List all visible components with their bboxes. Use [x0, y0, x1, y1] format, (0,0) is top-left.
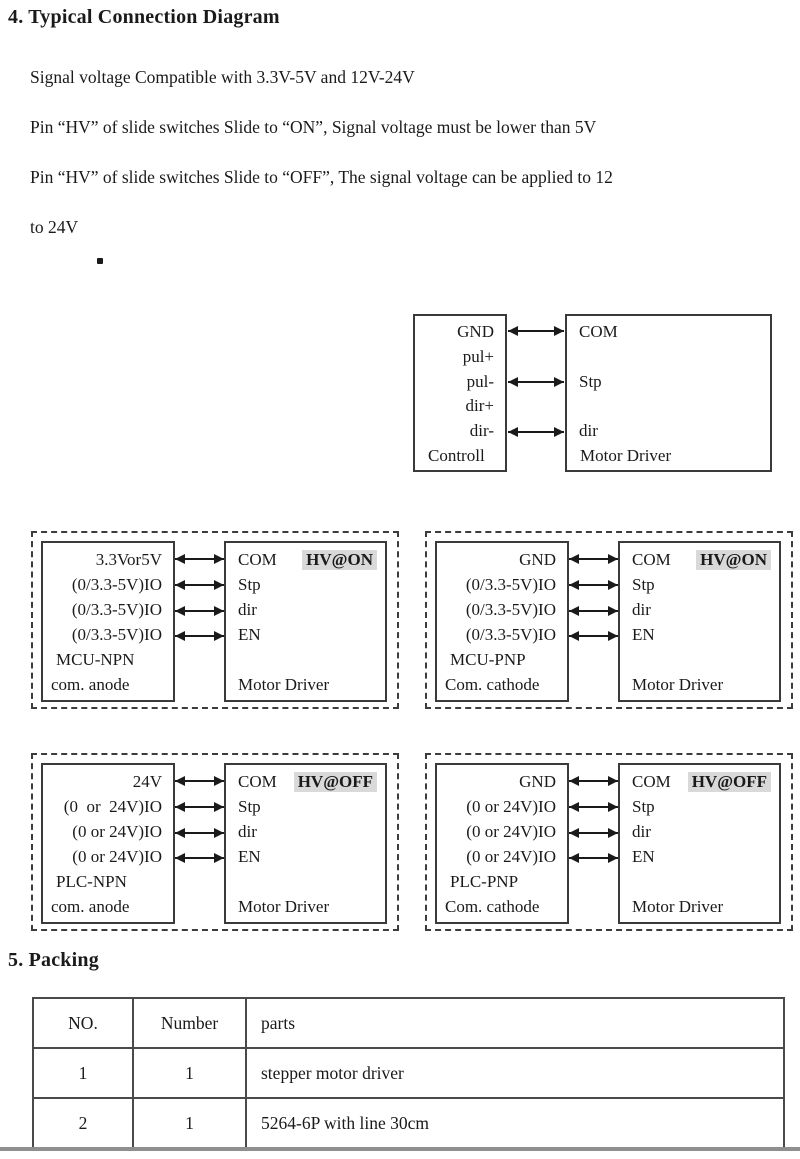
signal-source-box: [435, 541, 569, 702]
pin-label: COM: [579, 322, 618, 342]
bidirectional-arrow: [175, 780, 224, 782]
diagram-plc-pnp: [425, 753, 793, 931]
bidirectional-arrow: [569, 635, 618, 637]
bidirectional-arrow: [175, 610, 224, 612]
motor-driver-box: [618, 541, 781, 702]
motor-driver-box: [565, 314, 772, 472]
table-header-row: [33, 998, 784, 1048]
pin-label: GND: [519, 549, 556, 569]
section-4-heading: 4. Typical Connection Diagram: [8, 6, 280, 28]
pin-label: dir: [632, 821, 651, 841]
cell-parts: 5264-6P with line 30cm: [246, 1098, 784, 1148]
table-row: [33, 1098, 784, 1148]
controller-box-label: Controll: [428, 445, 485, 465]
source-common-label: com. anode: [51, 675, 130, 695]
pin-label: (0/3.3-5V)IO: [465, 599, 556, 619]
pin-label: dir-: [469, 421, 494, 441]
column-header-parts: parts: [246, 998, 784, 1048]
stray-period-dot: [97, 258, 103, 264]
hv-mode-badge: HV@ON: [696, 550, 771, 570]
pin-label: (0 or 24V)IO: [72, 821, 162, 841]
signal-source-box: [41, 763, 175, 924]
pin-label: pul-: [466, 371, 494, 391]
pin-label: (0/3.3-5V)IO: [71, 625, 162, 645]
pin-label: (0 or 24V)IO: [466, 847, 556, 867]
section-5-heading: 5. Packing: [8, 949, 99, 971]
pin-label: COM: [632, 771, 671, 791]
pin-row-com: [226, 547, 385, 572]
pin-label: Stp: [632, 574, 655, 594]
hv-mode-badge: HV@ON: [302, 550, 377, 570]
bidirectional-arrow: [175, 558, 224, 560]
bidirectional-arrow: [569, 780, 618, 782]
page-bottom-edge: [0, 1147, 800, 1151]
table-row: [33, 1048, 784, 1098]
pin-label: GND: [457, 322, 494, 342]
hv-mode-badge: HV@OFF: [294, 772, 377, 792]
bidirectional-arrow: [569, 857, 618, 859]
cell-no: 2: [33, 1098, 133, 1148]
pin-label: dir: [579, 421, 598, 441]
source-name-label: MCU-NPN: [56, 650, 135, 670]
diagram-mcu-npn: [31, 531, 399, 709]
bidirectional-arrow: [508, 431, 564, 433]
pin-label: EN: [632, 625, 655, 645]
empty-row: [226, 870, 385, 895]
bidirectional-arrow: [508, 381, 564, 383]
cell-number: 1: [133, 1048, 246, 1098]
source-common-label: Com. cathode: [445, 675, 540, 695]
intro-line-hv-on: Pin “HV” of slide switches Slide to “ON”, Signal voltage must be lower than 5V: [30, 117, 597, 137]
source-common-label: Com. cathode: [445, 897, 540, 917]
pin-label: dir: [632, 599, 651, 619]
pin-label: GND: [519, 771, 556, 791]
source-name-label: PLC-PNP: [450, 872, 519, 892]
cell-number: 1: [133, 1098, 246, 1148]
empty-row: [620, 648, 779, 673]
bidirectional-arrow: [569, 832, 618, 834]
cell-parts: stepper motor driver: [246, 1048, 784, 1098]
motor-driver-box-label: Motor Driver: [238, 675, 330, 695]
packing-table: [32, 997, 785, 1149]
cell-no: 1: [33, 1048, 133, 1098]
pin-label: (0/3.3-5V)IO: [71, 574, 162, 594]
source-name-label: PLC-NPN: [56, 872, 127, 892]
pin-label: (0 or 24V)IO: [63, 796, 162, 816]
bidirectional-arrow: [175, 857, 224, 859]
motor-driver-box: [618, 763, 781, 924]
empty-row: [567, 345, 770, 370]
motor-driver-box: [224, 763, 387, 924]
pin-row-com: [226, 769, 385, 794]
pin-label: (0/3.3-5V)IO: [71, 599, 162, 619]
pin-label: dir: [238, 599, 257, 619]
pin-label: EN: [238, 625, 261, 645]
motor-driver-box: [224, 541, 387, 702]
pin-label: Stp: [238, 574, 261, 594]
motor-driver-box-label: Motor Driver: [632, 897, 724, 917]
pin-label: COM: [238, 549, 277, 569]
intro-line-signal-voltage: Signal voltage Compatible with 3.3V-5V and 12V-24V: [30, 67, 415, 87]
column-header-no: NO.: [33, 998, 133, 1048]
pin-label: Stp: [579, 371, 602, 391]
pin-label: (0 or 24V)IO: [72, 847, 162, 867]
pin-label: COM: [238, 771, 277, 791]
pin-row-com: [620, 547, 779, 572]
source-name-label: MCU-PNP: [450, 650, 526, 670]
pin-label: (0/3.3-5V)IO: [465, 574, 556, 594]
pin-label: 3.3Vor5V: [95, 549, 162, 569]
pin-label: (0 or 24V)IO: [466, 821, 556, 841]
controller-box: [413, 314, 507, 472]
bidirectional-arrow: [175, 832, 224, 834]
motor-driver-box-label: Motor Driver: [580, 445, 672, 465]
pin-label: (0 or 24V)IO: [466, 796, 556, 816]
bidirectional-arrow: [569, 806, 618, 808]
empty-row: [567, 394, 770, 419]
pin-row-com: [620, 769, 779, 794]
motor-driver-box-label: Motor Driver: [238, 897, 330, 917]
pin-label: Stp: [632, 796, 655, 816]
hv-mode-badge: HV@OFF: [688, 772, 771, 792]
pin-label: Stp: [238, 796, 261, 816]
pin-label: EN: [632, 847, 655, 867]
intro-line-hv-off: Pin “HV” of slide switches Slide to “OFF”, The signal voltage can be applied to 12: [30, 167, 613, 187]
intro-line-to-24v: to 24V: [30, 217, 79, 237]
bidirectional-arrow: [569, 558, 618, 560]
pin-label: 24V: [132, 771, 162, 791]
controller-diagram: [413, 314, 772, 472]
signal-source-box: [435, 763, 569, 924]
column-header-number: Number: [133, 998, 246, 1048]
pin-label: pul+: [462, 347, 494, 366]
signal-source-box: [41, 541, 175, 702]
bidirectional-arrow: [175, 806, 224, 808]
empty-row: [226, 648, 385, 673]
pin-label: dir: [238, 821, 257, 841]
bidirectional-arrow: [175, 584, 224, 586]
diagram-plc-npn: [31, 753, 399, 931]
motor-driver-box-label: Motor Driver: [632, 675, 724, 695]
bidirectional-arrow: [569, 610, 618, 612]
diagram-mcu-pnp: [425, 531, 793, 709]
pin-label: (0/3.3-5V)IO: [465, 625, 556, 645]
pin-label: dir+: [465, 396, 494, 416]
bidirectional-arrow: [175, 635, 224, 637]
source-common-label: com. anode: [51, 897, 130, 917]
pin-label: COM: [632, 549, 671, 569]
pin-label: EN: [238, 847, 261, 867]
bidirectional-arrow: [508, 330, 564, 332]
bidirectional-arrow: [569, 584, 618, 586]
empty-row: [620, 870, 779, 895]
